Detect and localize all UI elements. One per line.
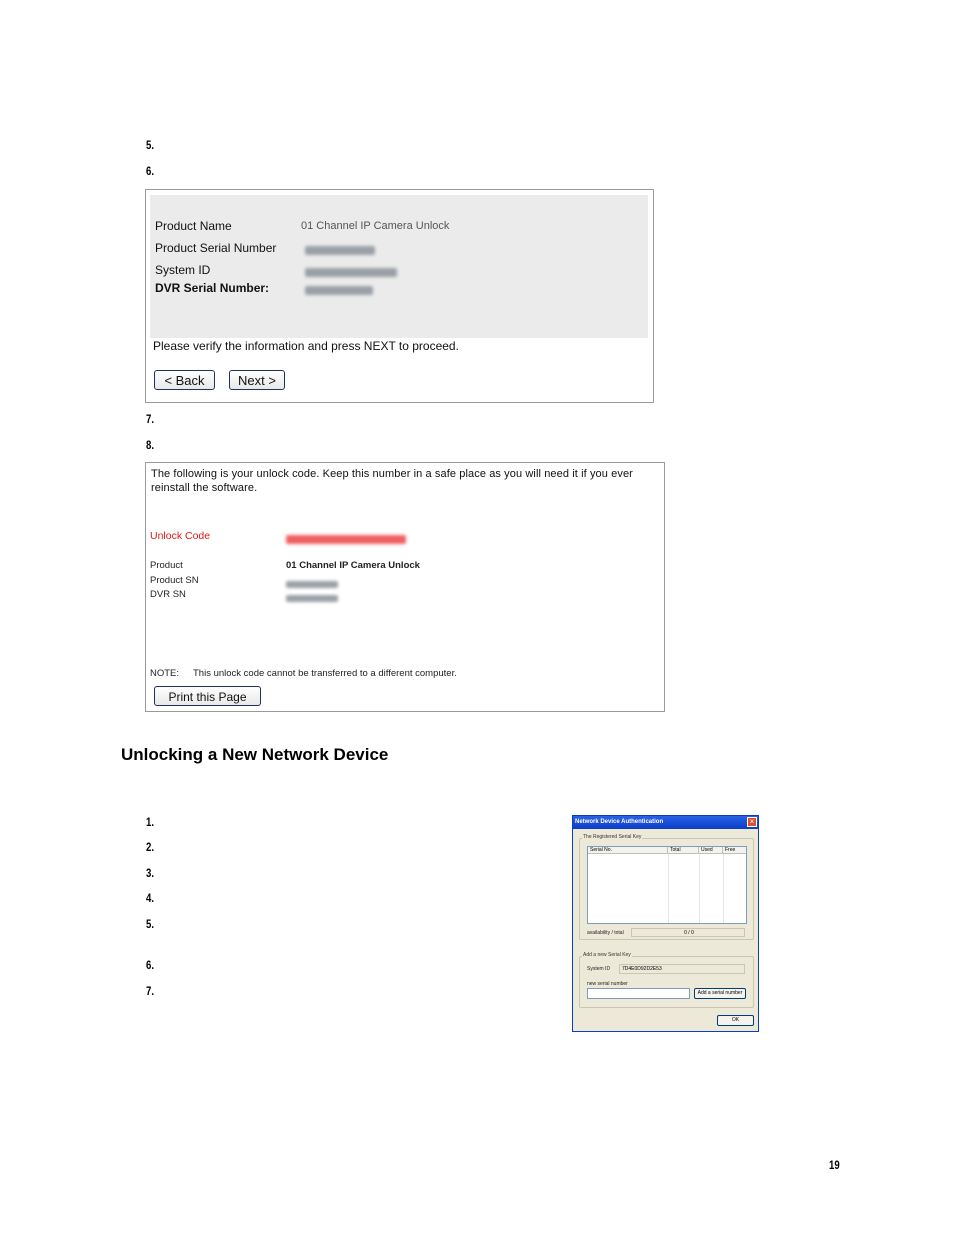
unlock-code-screenshot [145,462,665,712]
dvr-sn-redacted [286,590,338,608]
column-serial-no[interactable]: Serial No. [588,847,668,854]
product-info-panel [150,195,648,338]
unlock-intro-text: The following is your unlock code. Keep this number in a safe place as you will need it if you ever reinstall the software. [151,468,633,494]
add-key-group-label: Add a new Serial Key [583,952,631,958]
dvr-sn-label: DVR SN [150,589,186,600]
step-number-7b: 7. [146,984,155,998]
dialog-title: Network Device Authentication [573,816,758,829]
column-used[interactable]: Used [699,847,723,854]
step-number-6: 6. [146,164,155,178]
step-number-3: 3. [146,866,155,880]
step-number-8: 8. [146,438,155,452]
new-serial-input[interactable] [587,988,690,999]
ok-button[interactable]: OK [717,1015,754,1026]
step-number-5: 5. [146,138,155,152]
network-device-auth-dialog [572,815,759,1032]
column-divider [668,854,669,923]
note-label: NOTE: [150,668,180,679]
column-divider [723,854,724,923]
add-serial-button[interactable]: Add a serial number [694,988,746,999]
registered-key-group-label: The Registered Serial Key [583,834,642,840]
system-id-label: System ID [587,966,611,972]
verify-text: Please verify the information and press NEXT to proceed. [153,339,459,353]
note-text: This unlock code cannot be transferred to a different computer. [193,668,457,679]
column-free[interactable]: Free [723,847,746,854]
product-sn-label: Product SN [150,575,199,586]
product-name-label: Product Name [155,219,232,233]
availability-value: 0 / 0 [631,928,745,937]
system-id-field: 7D4E0D92D2E53 [619,964,745,974]
column-total[interactable]: Total [668,847,699,854]
step-number-1: 1. [146,815,155,829]
serial-key-table[interactable] [587,846,747,924]
step-number-6b: 6. [146,958,155,972]
system-id-label: System ID [155,263,211,277]
product-serial-label: Product Serial Number [155,241,277,255]
print-page-button[interactable]: Print this Page [154,686,261,706]
next-button[interactable]: Next > [229,370,285,390]
product-value: 01 Channel IP Camera Unlock [286,560,420,571]
close-icon[interactable]: × [747,817,757,827]
step-number-5b: 5. [146,917,155,931]
product-serial-redacted [305,242,375,260]
new-serial-label: new serial number [587,981,628,987]
step-number-4: 4. [146,891,155,905]
step-number-7: 7. [146,412,155,426]
confirm-screenshot [145,189,654,403]
page-number: 19 [829,1158,840,1172]
back-button[interactable]: < Back [154,370,215,390]
availability-label: availability / total [587,930,624,936]
section-heading: Unlocking a New Network Device [121,745,389,764]
column-divider [699,854,700,923]
unlock-code-label: Unlock Code [150,530,211,542]
product-name-value: 01 Channel IP Camera Unlock [301,220,450,232]
unlock-code-redacted [286,531,406,549]
step-number-2: 2. [146,840,155,854]
system-id-redacted [305,264,397,282]
dvr-serial-label: DVR Serial Number: [155,281,270,295]
dvr-serial-redacted [305,282,373,300]
product-label: Product [150,560,183,571]
